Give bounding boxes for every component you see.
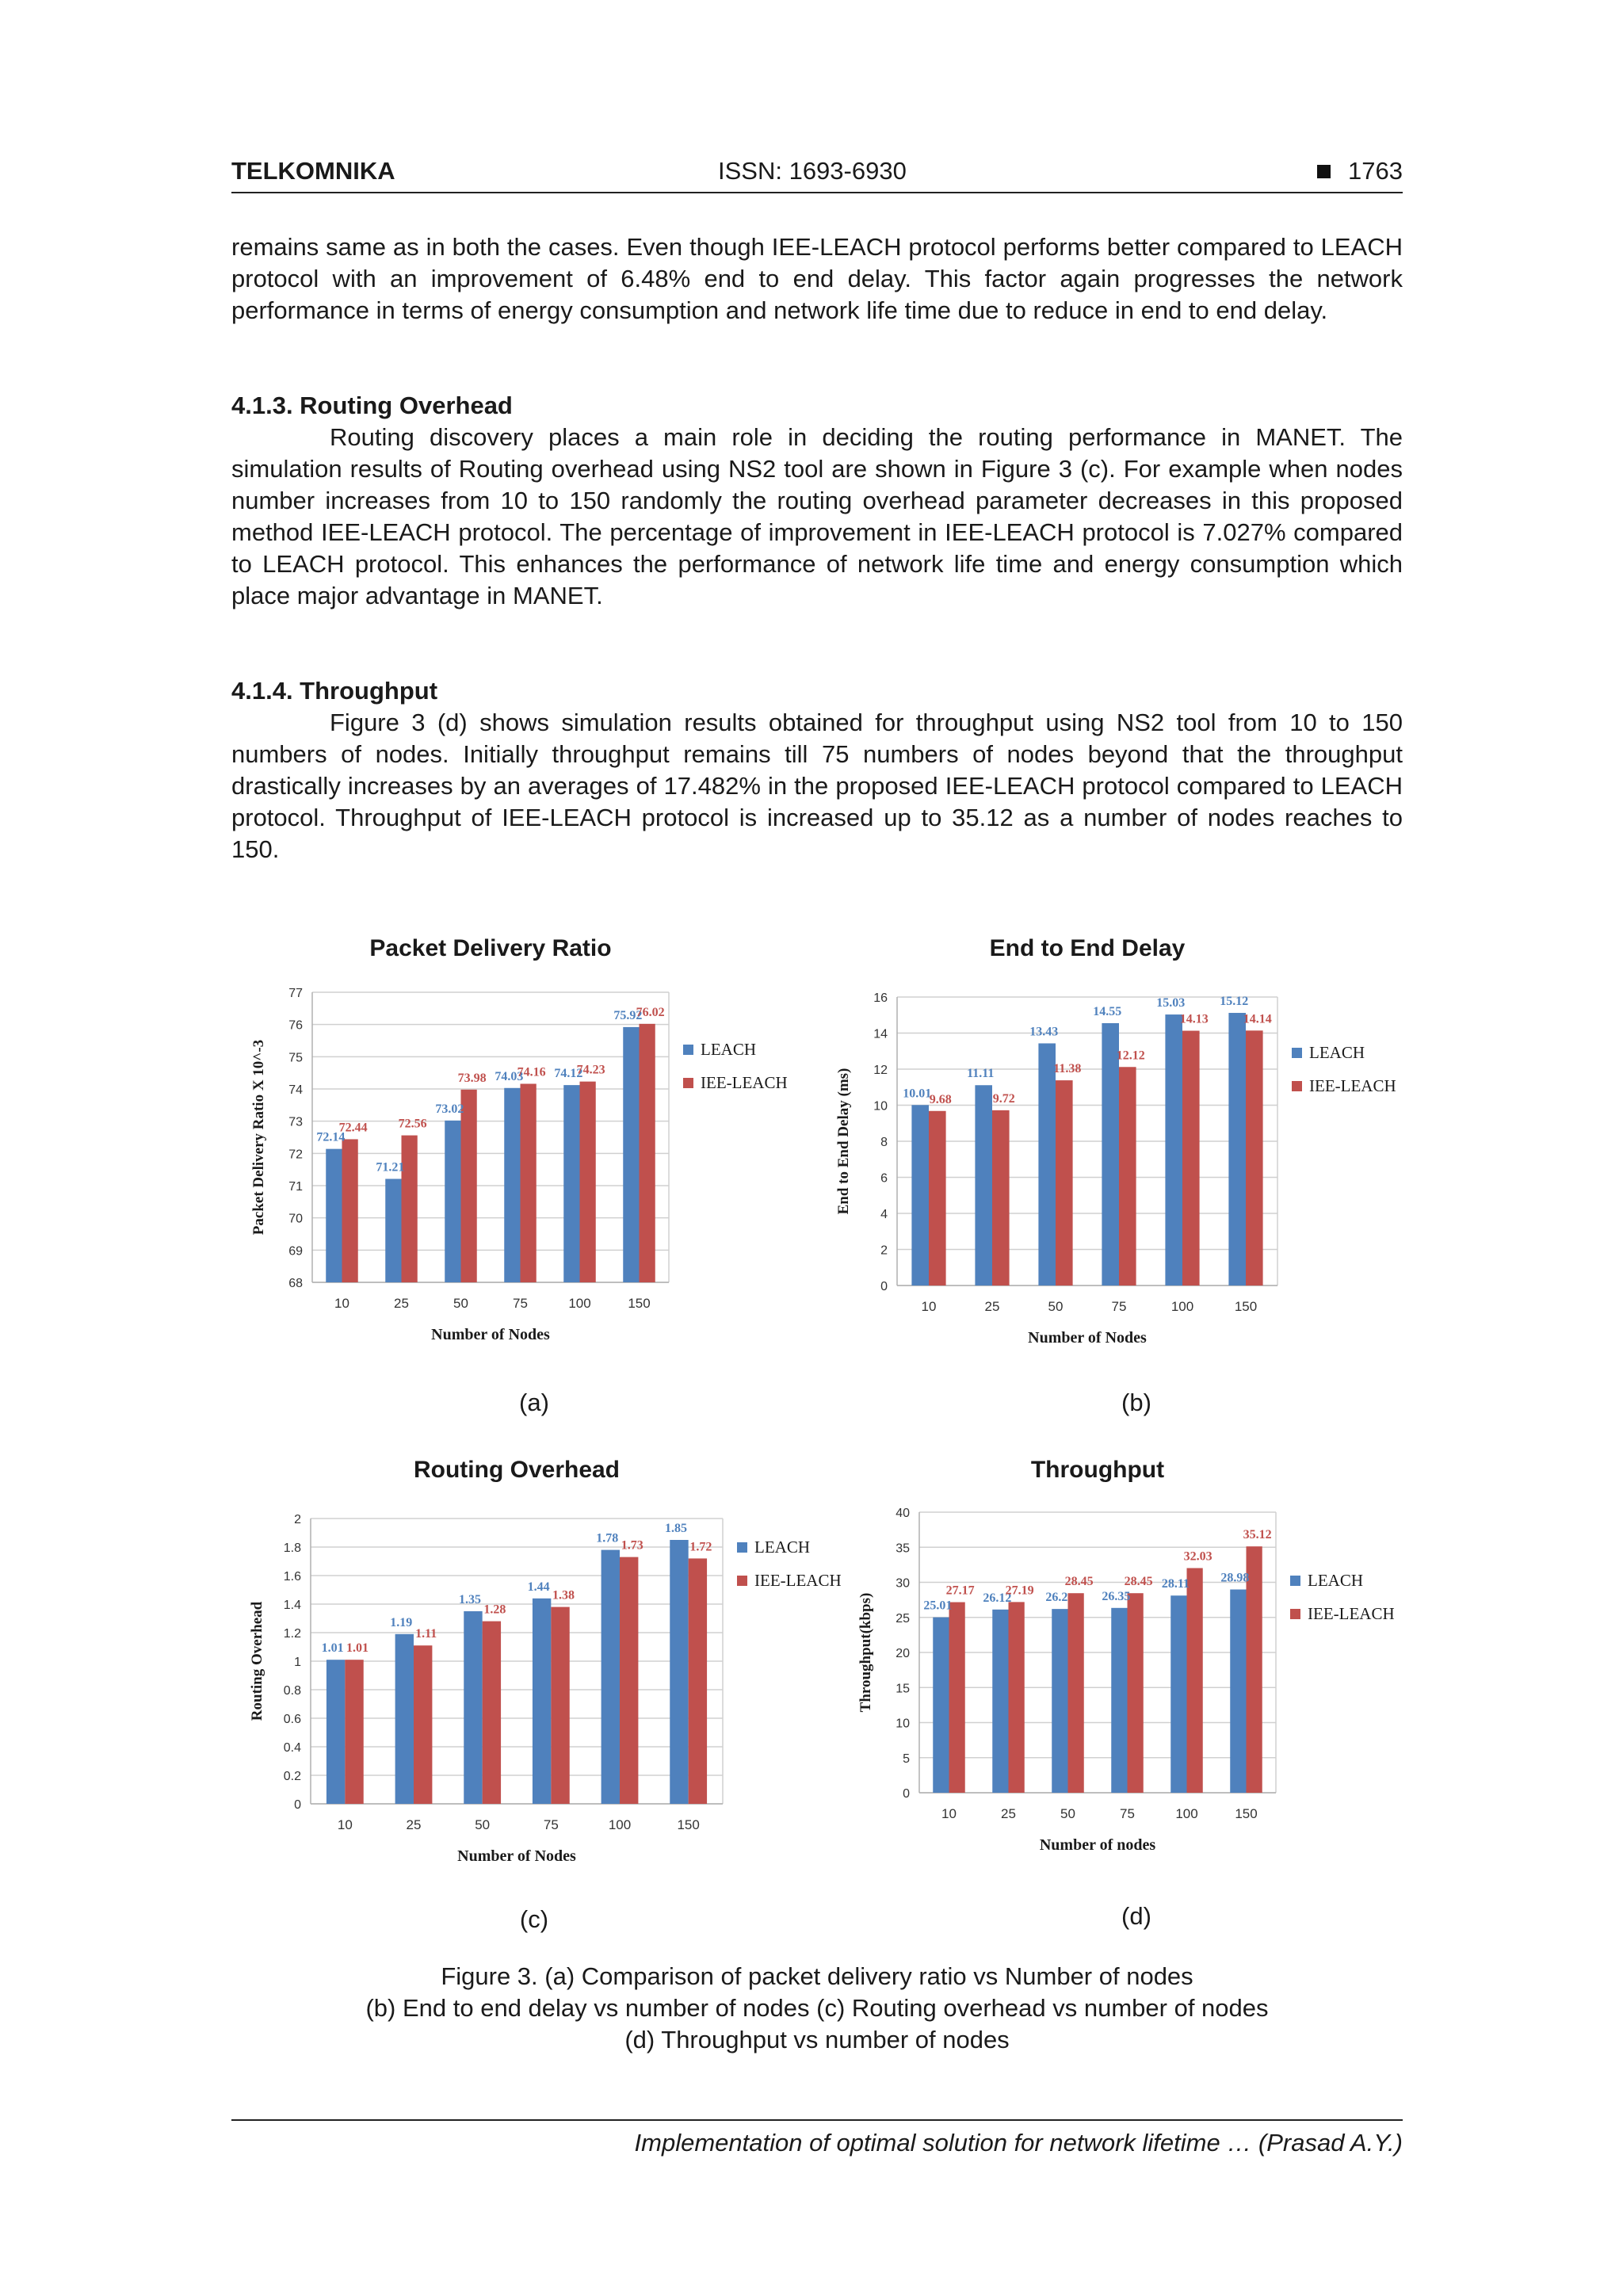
legend-label-leach: LEACH	[1309, 1043, 1365, 1062]
bar-iee-leach	[1068, 1593, 1084, 1793]
bar-leach	[933, 1618, 949, 1793]
data-label-leach: 1.01	[321, 1641, 344, 1656]
y-tick-label: 1.6	[283, 1570, 301, 1584]
bar-leach	[1230, 1590, 1246, 1793]
bar-iee-leach	[1182, 1031, 1200, 1286]
y-tick-label: 0	[294, 1798, 301, 1812]
data-label-iee-leach: 35.12	[1243, 1528, 1272, 1542]
y-tick-label: 68	[288, 1277, 303, 1290]
data-label-leach: 26.35	[1102, 1589, 1131, 1603]
bar-leach	[975, 1085, 992, 1286]
bar-iee-leach	[1246, 1030, 1263, 1286]
x-tick-label: 100	[1175, 1806, 1198, 1821]
sub-label-c: (c)	[519, 1905, 549, 1933]
data-label-leach: 28.11	[1161, 1577, 1190, 1591]
paragraph-routing-overhead: Routing discovery places a main role in deciding the routing performance in MANET. The simulation results of Routing overhead using NS2 tool are shown in Figure 3 (c). For example when nodes number increases from 10 to 150 randomly the routing overhead parameter decreases in this proposed method IEE-LEACH protocol. The percentage of improvement in IEE-LEACH protocol is 7.027% compared to LEACH protocol. This enhances the performance of network life time and energy consumption which place major advantage in MANET.	[231, 423, 1403, 609]
bar-iee-leach	[483, 1622, 501, 1804]
legend-label-iee-leach: IEE-LEACH	[754, 1571, 842, 1590]
y-tick-label: 5	[903, 1752, 910, 1766]
y-tick-label: 2	[880, 1244, 888, 1258]
legend-swatch-iee-leach	[737, 1576, 747, 1586]
x-tick-label: 10	[941, 1806, 957, 1821]
x-tick-label: 75	[543, 1817, 559, 1832]
data-label-leach: 15.03	[1156, 996, 1186, 1010]
data-label-leach: 1.35	[458, 1593, 481, 1606]
data-label-leach: 15.12	[1220, 995, 1249, 1009]
bar-iee-leach	[402, 1136, 418, 1282]
y-tick-label: 0.6	[283, 1713, 301, 1726]
data-label-leach: 13.43	[1029, 1025, 1059, 1039]
bar-iee-leach	[992, 1110, 1010, 1286]
bar-leach	[601, 1550, 620, 1804]
chart-routing-overhead	[247, 1449, 850, 1877]
y-tick-label: 71	[288, 1180, 303, 1194]
data-label-iee-leach: 27.17	[945, 1584, 975, 1598]
sub-label-d: (d)	[1121, 1902, 1151, 1930]
data-label-iee-leach: 1.38	[552, 1588, 575, 1603]
figure-caption	[231, 1961, 1403, 2056]
y-tick-label: 25	[896, 1611, 910, 1626]
bar-leach	[1111, 1608, 1127, 1793]
y-tick-label: 69	[288, 1244, 303, 1259]
bar-leach	[445, 1121, 460, 1282]
data-label-iee-leach: 12.12	[1116, 1049, 1145, 1063]
y-tick-label: 35	[896, 1541, 910, 1556]
y-tick-label: 10	[873, 1099, 888, 1114]
data-label-leach: 74.12	[554, 1067, 583, 1081]
legend-label-leach: LEACH	[754, 1538, 810, 1557]
x-axis-label: Number of Nodes	[431, 1326, 550, 1343]
chart-svg-a	[247, 927, 850, 1355]
legend-swatch-leach	[1292, 1048, 1302, 1058]
x-tick-label: 10	[921, 1299, 937, 1314]
bar-iee-leach	[1119, 1067, 1136, 1286]
y-tick-label: 72	[288, 1148, 303, 1162]
legend-label-iee-leach: IEE-LEACH	[701, 1073, 788, 1092]
data-label-iee-leach: 32.03	[1183, 1549, 1212, 1564]
page-footer	[231, 2119, 1403, 2157]
bar-leach	[911, 1105, 929, 1286]
data-label-leach: 14.55	[1093, 1004, 1122, 1018]
bar-leach	[623, 1027, 639, 1282]
chart-throughput	[856, 1449, 1426, 1877]
x-tick-label: 25	[406, 1817, 422, 1832]
y-tick-label: 1.2	[283, 1627, 301, 1641]
caption-line-2: (b) End to end delay vs number of nodes (c) Routing overhead vs number of nodes	[365, 1994, 1269, 2022]
x-tick-label: 25	[1001, 1806, 1016, 1821]
page-header	[231, 155, 1403, 193]
bar-iee-leach	[342, 1139, 358, 1282]
x-tick-label: 150	[1234, 1299, 1258, 1314]
chart-packet-delivery-ratio	[247, 927, 850, 1355]
x-axis-label: Number of Nodes	[457, 1847, 576, 1865]
bar-iee-leach	[551, 1607, 569, 1804]
caption-line-3: (d) Throughput vs number of nodes	[624, 2026, 1010, 2053]
data-label-iee-leach: 11.38	[1053, 1062, 1082, 1076]
chart-title: Routing Overhead	[413, 1457, 621, 1483]
data-label-iee-leach: 1.73	[621, 1538, 643, 1553]
x-tick-label: 25	[394, 1296, 409, 1311]
x-tick-label: 100	[568, 1296, 591, 1311]
bar-iee-leach	[949, 1603, 965, 1793]
x-tick-label: 10	[334, 1296, 349, 1311]
bar-iee-leach	[580, 1082, 596, 1282]
page-number-text: 1763	[1348, 157, 1403, 185]
data-label-iee-leach: 76.02	[636, 1005, 665, 1019]
bar-iee-leach	[929, 1111, 946, 1286]
bar-leach	[992, 1610, 1008, 1793]
data-label-leach: 71.21	[376, 1160, 405, 1175]
bar-leach	[533, 1599, 551, 1804]
y-tick-label: 1.4	[283, 1599, 301, 1612]
y-tick-label: 0.4	[283, 1741, 301, 1755]
data-label-iee-leach: 1.01	[346, 1641, 369, 1656]
y-tick-label: 16	[873, 991, 888, 1005]
x-axis-label: Number of Nodes	[1028, 1329, 1147, 1347]
legend-swatch-iee-leach	[683, 1078, 693, 1088]
y-tick-label: 74	[288, 1083, 303, 1097]
bar-leach	[563, 1085, 579, 1282]
y-tick-label: 8	[880, 1136, 888, 1149]
square-bullet-icon	[1317, 165, 1331, 178]
x-tick-label: 75	[1111, 1299, 1127, 1314]
chart-title: End to End Delay	[989, 935, 1186, 961]
bar-leach	[327, 1660, 345, 1804]
bar-leach	[1052, 1609, 1067, 1793]
bar-leach	[464, 1611, 482, 1804]
data-label-leach: 73.02	[435, 1102, 464, 1116]
y-axis-label: Throughput(kbps)	[857, 1592, 874, 1713]
bar-iee-leach	[1056, 1080, 1073, 1286]
data-label-iee-leach: 73.98	[457, 1071, 487, 1085]
y-tick-label: 1.8	[283, 1541, 301, 1555]
bar-iee-leach	[1187, 1568, 1203, 1793]
bar-leach	[1228, 1013, 1246, 1286]
data-label-leach: 75.92	[613, 1008, 643, 1022]
data-label-iee-leach: 72.56	[398, 1117, 427, 1131]
paragraph-throughput: Figure 3 (d) shows simulation results obtained for throughput using NS2 tool from 10 to 150 numbers of nodes. Initially throughput remains till 75 numbers of nodes beyond that the throughput drastically increases by an averages of 17.482% in the proposed IEE-LEACH protocol compared to LEACH protocol. Throughput of IEE-LEACH protocol is increased up to 35.12 as a number of nodes reaches to 150.	[231, 709, 1403, 863]
y-tick-label: 0	[880, 1280, 888, 1293]
legend-swatch-iee-leach	[1290, 1609, 1300, 1619]
sub-label-b: (b)	[1121, 1389, 1151, 1416]
chart-title: Packet Delivery Ratio	[369, 935, 612, 961]
bar-iee-leach	[620, 1557, 638, 1804]
x-axis-label: Number of nodes	[1039, 1836, 1156, 1854]
data-label-leach: 74.03	[495, 1069, 524, 1083]
bar-iee-leach	[1009, 1602, 1025, 1793]
x-tick-label: 150	[677, 1817, 700, 1832]
x-tick-label: 75	[1120, 1806, 1135, 1821]
data-label-leach: 1.85	[664, 1522, 687, 1535]
bar-leach	[670, 1540, 688, 1804]
y-tick-label: 30	[896, 1576, 910, 1591]
data-label-leach: 1.44	[527, 1580, 550, 1594]
y-axis-label: End to End Delay (ms)	[835, 1068, 852, 1215]
y-tick-label: 15	[896, 1682, 910, 1696]
issn: ISSN: 1693-6930	[718, 157, 907, 185]
x-tick-label: 50	[1060, 1806, 1075, 1821]
data-label-iee-leach: 1.72	[689, 1540, 712, 1554]
section-routing-overhead	[231, 390, 1403, 612]
bar-iee-leach	[521, 1083, 537, 1282]
chart-svg-b	[835, 927, 1426, 1355]
legend-label-leach: LEACH	[701, 1040, 756, 1059]
section-throughput	[231, 675, 1403, 865]
bar-leach	[1170, 1595, 1186, 1793]
y-axis-label: Packet Delivery Ratio X 10^-3	[250, 1039, 267, 1236]
legend-label-leach: LEACH	[1308, 1571, 1363, 1590]
y-tick-label: 70	[288, 1212, 303, 1226]
paragraph-intro: remains same as in both the cases. Even though IEE-LEACH protocol performs better compared to LEACH protocol with an improvement of 6.48% end to end delay. This factor again progresses the network performance in terms of energy consumption and network life time due to reduce in end to end delay.	[231, 233, 1403, 324]
data-label-leach: 11.11	[967, 1067, 995, 1081]
y-tick-label: 4	[880, 1208, 888, 1221]
caption-line-1: Figure 3. (a) Comparison of packet delivery ratio vs Number of nodes	[441, 1962, 1193, 1990]
legend-swatch-leach	[737, 1542, 747, 1553]
x-tick-label: 75	[513, 1296, 528, 1311]
chart-svg-c	[247, 1449, 850, 1877]
bar-iee-leach	[461, 1090, 477, 1282]
bar-iee-leach	[1128, 1593, 1144, 1793]
bar-leach	[326, 1149, 342, 1282]
bar-iee-leach	[689, 1558, 707, 1804]
y-tick-label: 14	[873, 1027, 888, 1041]
y-tick-label: 40	[896, 1507, 910, 1520]
x-tick-label: 50	[453, 1296, 468, 1311]
x-tick-label: 150	[1235, 1806, 1258, 1821]
data-label-iee-leach: 14.13	[1179, 1012, 1209, 1026]
bar-iee-leach	[345, 1660, 363, 1804]
data-label-leach: 26.12	[983, 1591, 1012, 1605]
legend-swatch-iee-leach	[1292, 1081, 1302, 1091]
data-label-leach: 72.14	[316, 1130, 346, 1144]
data-label-iee-leach: 9.72	[992, 1091, 1015, 1106]
bar-leach	[1038, 1043, 1056, 1286]
bar-leach	[395, 1634, 414, 1804]
legend-label-iee-leach: IEE-LEACH	[1309, 1076, 1396, 1095]
y-tick-label: 10	[896, 1717, 910, 1731]
data-label-iee-leach: 1.11	[415, 1627, 437, 1641]
y-tick-label: 0.2	[283, 1770, 301, 1783]
data-label-iee-leach: 28.45	[1124, 1575, 1153, 1589]
bar-leach	[1165, 1014, 1182, 1286]
page-number	[1317, 157, 1403, 185]
data-label-iee-leach: 28.45	[1064, 1575, 1094, 1589]
x-tick-label: 25	[984, 1299, 1000, 1314]
y-tick-label: 76	[288, 1018, 303, 1033]
bar-leach	[504, 1088, 520, 1282]
chart-svg-d	[856, 1449, 1426, 1877]
data-label-leach: 1.19	[390, 1615, 413, 1629]
legend-swatch-leach	[683, 1045, 693, 1055]
y-tick-label: 12	[873, 1064, 888, 1077]
y-tick-label: 73	[288, 1115, 303, 1129]
x-tick-label: 100	[608, 1817, 632, 1832]
bar-leach	[385, 1179, 401, 1282]
legend-label-iee-leach: IEE-LEACH	[1308, 1604, 1395, 1623]
sub-label-a: (a)	[519, 1389, 549, 1416]
x-tick-label: 150	[628, 1296, 651, 1311]
chart-title: Throughput	[1030, 1457, 1165, 1483]
data-label-iee-leach: 74.23	[576, 1063, 605, 1077]
y-tick-label: 75	[288, 1051, 303, 1065]
data-label-leach: 28.98	[1220, 1571, 1250, 1585]
legend-swatch-leach	[1290, 1576, 1300, 1586]
y-axis-label: Routing Overhead	[249, 1601, 265, 1721]
data-label-iee-leach: 9.68	[929, 1092, 952, 1106]
data-label-iee-leach: 74.16	[517, 1065, 546, 1079]
data-label-leach: 10.01	[903, 1087, 932, 1101]
y-tick-label: 77	[288, 987, 303, 1000]
bar-iee-leach	[414, 1645, 432, 1804]
y-tick-label: 0.8	[283, 1684, 301, 1698]
y-tick-label: 20	[896, 1647, 910, 1660]
bar-iee-leach	[640, 1024, 655, 1282]
data-label-leach: 1.78	[596, 1531, 619, 1545]
y-tick-label: 2	[294, 1513, 301, 1526]
paragraph-intro-block	[231, 231, 1403, 327]
x-tick-label: 50	[475, 1817, 491, 1832]
section-title-routing-overhead: 4.1.3. Routing Overhead	[231, 392, 513, 419]
x-tick-label: 10	[337, 1817, 353, 1832]
x-tick-label: 100	[1170, 1299, 1194, 1314]
data-label-iee-leach: 14.14	[1243, 1012, 1272, 1026]
data-label-iee-leach: 72.44	[338, 1121, 368, 1135]
bar-leach	[1102, 1023, 1119, 1286]
section-title-throughput: 4.1.4. Throughput	[231, 677, 438, 705]
y-tick-label: 0	[903, 1787, 910, 1801]
y-tick-label: 1	[294, 1656, 301, 1669]
y-tick-label: 6	[880, 1171, 888, 1186]
footer-text: Implementation of optimal solution for network lifetime … (Prasad A.Y.)	[634, 2129, 1403, 2157]
data-label-leach: 25.01	[923, 1599, 953, 1613]
journal-name: TELKOMNIKA	[231, 157, 395, 185]
chart-end-to-end-delay	[835, 927, 1426, 1355]
data-label-leach: 26.2	[1045, 1591, 1068, 1605]
data-label-iee-leach: 27.19	[1005, 1584, 1034, 1598]
x-tick-label: 50	[1048, 1299, 1064, 1314]
data-label-iee-leach: 1.28	[483, 1603, 506, 1617]
